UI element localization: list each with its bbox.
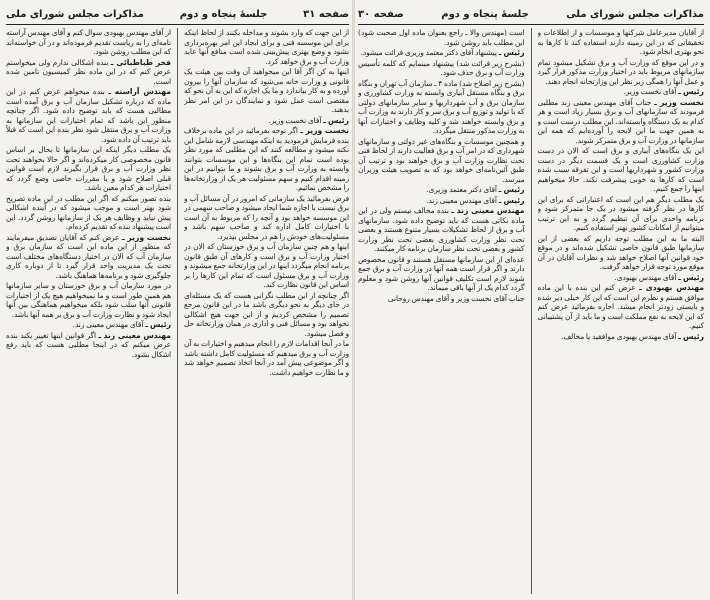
speaker-name: فخر طباطبائی ـ: [110, 57, 171, 67]
paragraph-text: عده‌ای از این سازمانها مستقل هستند و قانون مخصوص دارند و اگر قرار است همه آنها در وزارت آب و برق جمع شوند لازم است تکلیف قوانین آنها روشن شود و معلوم گردد کدام یک از آنها باقی میماند.: [358, 254, 525, 292]
paragraph-text: و در این موقع که وزارت آب و برق تشکیل میشود تمام سازمانهای مربوط باید در اختیار وزارت مذکور قرار گیرد و عمل آنها را همگی زیر نظر این وزارتخانه انجام دهند.: [537, 57, 704, 86]
paragraph: [6, 233, 171, 281]
paragraph: [538, 146, 705, 194]
page-columns: [6, 28, 349, 594]
paragraph: [184, 242, 349, 290]
paragraph-text: اینها به کن اگر آقا این میخواهید آن وقت بین هیئت یک قانونی و وزارت خانه می‌شود که سازمان آنها را بیرون آورده و به کار بیاندازد و ما یک اجازه که این به آن نحو که مقتضی است عمل شود و نمایندگان در این امر نظر بدهند.: [184, 67, 349, 114]
paragraph-text: و همچنین موسسات و بنگاه‌های غیر دولتی و سازمانهای شهرداری که در امر آب و برق فعالیت دارند از لحاظ فنی تحت نظارت وزارت آب و برق خواهند بود و ترتیب آن طبق آئین‌نامه‌ای خواهد بود که به تصویب هیئت وزیران میرسد.: [358, 136, 525, 184]
speaker-name: رئیس ـ: [678, 331, 704, 341]
column-divider: [531, 28, 532, 594]
right-page: [358, 4, 704, 596]
paragraph-text: اگر توجه بفرمائید در این ماده برخلاف بنده فرمایش فرمودید به اینکه مهندسی لازمه شامل این نکته میشود و مطالعه کنند که این مطلبی که مورد نظر بوده است تمام این بنگاه‌ها و این موسسات بتوانند وابسته به وزارت آب و برق بشوند و ما بتوانیم در این زمینه اقدام کنیم و سهم مسئولیت هر یک از وزارتخانه‌ها را مشخص نمائیم.: [184, 126, 349, 192]
paragraph: [358, 28, 525, 47]
paragraph: [358, 255, 525, 293]
paragraph-text: از آقای مهندس بهبودی سوال کنم و آقای مهندس آراسته نامه‌ای را به ریاست تقدیم فرموده‌اند و در آن خواسته‌اند که این مطلب روشن شود.: [6, 28, 171, 56]
paragraph: [538, 195, 705, 233]
paragraph-text: ما در آنجا اقدامات لازم را انجام میدهیم و اختیارات به آن وزارت آب و برق میدهیم که مسئولیت کامل داشته باشد و اگر موضوعی پیش آمد در آنجا اتخاذ تصمیم خواهد شد و ما نظارت خواهیم داشت.: [184, 339, 349, 377]
paragraph: [184, 28, 349, 66]
paragraph: [184, 194, 349, 242]
paragraph-text: آقای دکتر معتمد وزیری.: [426, 185, 497, 194]
column-divider: [177, 28, 178, 594]
paragraph-text: آقای مهندس بهبودی.: [614, 272, 677, 282]
paragraph: [538, 87, 705, 97]
paragraph-text: البته ما به این مطلب توجه داریم که بعضی از این سازمانها طبق قانون خاصی تشکیل شده‌اند و در موقع خود قوانین آنها اصلاح خواهد شد و نظرات آقایان در آن موقع مورد توجه قرار خواهد گرفت.: [537, 233, 704, 271]
left-page: [6, 4, 349, 596]
paragraph: [358, 137, 525, 185]
page-columns: [358, 28, 704, 594]
paragraph: [6, 320, 171, 330]
publication-title: مذاکرات مجلس شورای ملی: [566, 8, 704, 20]
text-column: [358, 28, 525, 594]
speaker-name: نخست وزیر ـ: [654, 97, 704, 107]
paragraph: [538, 234, 705, 272]
page-gutter: [352, 0, 355, 600]
speaker-name: مهندس معینی زند ـ: [98, 330, 171, 340]
paragraph: [184, 67, 349, 115]
speaker-name: رئیس ـ: [323, 115, 349, 125]
speaker-name: مهندس معینی زند ـ: [451, 206, 525, 215]
paragraph: [6, 194, 171, 232]
paragraph: [538, 273, 705, 283]
paragraph: [184, 291, 349, 339]
paragraph-text: از آقایان مدیرعامل شرکتها و موسسات و از اطلاعات و تحقیقاتی که در این زمینه دارند استفاده کند تا کارها به نحو بهتری انجام شود.: [537, 28, 704, 56]
page-number: صفحه ۳۰: [358, 8, 404, 20]
paragraph-text: بنده تصور میکنم که اگر این مطلب در این ماده تصریح شود بهتر است و موجب میشود که در آینده اشکالی پیش نیاید و وظایف هر یک از سازمانها روشن گردد. این است پیشنهاد بنده که تقدیم کرده‌ام.: [6, 193, 171, 231]
speaker-name: رئیس ـ: [678, 272, 704, 282]
paragraph: [538, 283, 705, 331]
paragraph-text: آقای مهندس معینی زند.: [426, 195, 497, 205]
speaker-name: رئیس ـ: [498, 195, 525, 205]
paragraph-text: جناب آقای مهندس معینی زند مطلبی فرمودند که سازمانهای آب و برق بسیار زیاد است و هر کدام به یک دستگاه وابسته‌اند. این مطلب درست است و به همین جهت ما این لایحه را آورده‌ایم که همه این سازمانها در وزارت آب و برق متمرکز شوند.: [537, 97, 704, 145]
paragraph: [538, 58, 705, 87]
text-column: [6, 28, 171, 594]
paragraph: [538, 28, 705, 57]
paragraph-text: از این جهت که وارد بشوند و مداخله بکنند از لحاظ اینکه برای این موسسه فنی و برای ایجاد این امر بهره‌برداری بشود و وضع بهتری پیش‌بینی شده است منافع آنها عاید وزارت آب و برق خواهد کرد.: [184, 28, 349, 66]
paragraph-text: آقای نخست وزیر.: [623, 87, 677, 96]
speaker-name: نخست وزیر ـ: [121, 232, 171, 242]
paragraph-text: این یک بنگاه‌های آبیاری و برق است که الان در دست وزارت کشاورزی است و یک قسمت دیگر در دست وزارت کشور و شهرداریها است و این تفرقه سبب شده است که کارها به خوبی پیشرفت نکند. حالا میخواهیم اینها را جمع کنیم.: [537, 146, 704, 193]
paragraph-text: بنده مخالف نیستم ولی در این ماده نکاتی هست که باید توضیح داده شود. سازمانهای آب و برق از لحاظ تشکیلات بسیار متنوع هستند و بعضی تحت نظر وزارت کشاورزی بعضی تحت نظر وزارت کشور و بعضی تحت نظر سازمان برنامه کار میکنند.: [358, 206, 525, 253]
paragraph-text: آقای مهندس بهبودی موافقید یا مخالف.: [561, 331, 677, 341]
paragraph: [538, 98, 705, 146]
paragraph-text: عرض کنم که آقایان تصدیق میفرمایند که منظور از این ماده این است که سازمان برق و سازمان آب که الان در اختیار دستگاه‌های مختلف است تحت یک مدیریت واحد قرار گیرد تا از دوباره کاری جلوگیری شود و برنامه‌ها هماهنگ باشد.: [6, 232, 171, 280]
paragraph: [538, 332, 705, 342]
paragraph: [6, 87, 171, 144]
paragraph: [6, 145, 171, 193]
paragraph-text: جناب آقای نخست وزیر و آقای مهندس روحانی: [387, 293, 525, 303]
session-title: جلسهٔ پنجاه و دوم: [441, 8, 529, 20]
paragraph-text: آقای مهندس معینی زند.: [72, 320, 144, 329]
paragraph: [358, 196, 525, 206]
paragraph-text: اینها و هم چنین سازمان آب و برق خوزستان که الان در اختیار وزارت آب و برق است و کارهای آن طبق قانون برنامه انجام میگردد اینها در این وزارتخانه جمع میشوند و وزارت آب و برق مسئول است که تمام این کارها را بر اساس این قانون نظارت کند.: [184, 242, 349, 289]
paragraph: [184, 339, 349, 377]
paragraph-text: است (مهندس والا ـ راجع بعنوان ماده اول صحبت شود) این مطلب باید روشن شود.: [358, 28, 525, 47]
paragraph-text: آقای نخست وزیر.: [268, 115, 322, 125]
paragraph-text: بنده میخواهم عرض کنم در این ماده که درباره تشکیل سازمان آب و برق آمده است مطالبی هست که باید توضیح داده شود. اگر چنانچه منظور این باشد که تمام اختیارات این سازمانها به وزارت آب و برق منتقل شود نظر بنده این است که قبلاً باید ترتیب آن داده شود.: [6, 87, 171, 144]
paragraph-text: عرض کنم این بنده با این ماده موافق هستم و نظرم این است که این کار خیلی دیر شده و بایستی زودتر انجام میشد. اجازه بفرمائید عرض کنم که این لایحه به نفع مملکت است و ما باید از آن پشتیبانی کنیم.: [537, 283, 704, 330]
paragraph-text: بنده اشکالی ندارم ولی میخواستم عرض کنم که در این ماده نظر کمیسیون تامین شده است.: [6, 57, 171, 86]
paragraph: [358, 185, 525, 195]
paragraph-text: اگر قوانین اینها تغییر بکند بنده عرض میکنم که در اینجا مطلبی هست که باید رفع اشکال بشود.: [6, 330, 171, 359]
paragraph: [358, 59, 525, 78]
text-column: [184, 28, 349, 594]
paragraph-text: فرض بفرمائید یک سازمانی که امروز در آن مسائل آب و برق نیست با اجازه شما ایجاد میشود و صاحب سهمی در این موسسه خواهد بود و آنچه را که مربوط به آن است با اختیارات کامل اداره کند و صاحب سهم باشد و مسئولیت‌های خودش را هم در مجلس بپذیرد.: [184, 193, 349, 241]
paragraph-text: (بشرح زیر اصلاح شد) ماده ۴ ـ سازمان آب تهران و بنگاه برق و بنگاه مستقل آبیاری وابسته به وزارت کشاورزی و سازمان برق و آب شهرداریها و سایر سازمانهای دولتی که با تولید و توزیع آب و برق سر و کار دارند به وزارت آب و برق وابسته خواهند شد و کلیه وظایف و اختیارات آنها به وزارت مذکور منتقل میگردد.: [358, 78, 525, 135]
paragraph: [358, 79, 525, 136]
paragraph: [358, 206, 525, 254]
paragraph-text: در مورد سازمان آب و برق خوزستان و سایر سازمانها هم همین طور است و ما نمیخواهیم هیچ یک از اختیارات قانونی آنها سلب شود بلکه میخواهیم هماهنگی بین آنها ایجاد شود و نظارت وزارت آب و برق بر همه آنها باشد.: [6, 281, 171, 319]
paragraph: [6, 281, 171, 319]
page-header: [358, 4, 704, 25]
speaker-name: مهندس بهبودی ـ: [639, 283, 704, 292]
paragraph-text: (بشرح زیر قرائت شد) پیشنهاد مینمایم که کلمه تأسیس وزارت آب و برق حذف شود.: [358, 58, 525, 77]
page-number: صفحه ۳۱: [303, 8, 349, 20]
paragraph: [6, 331, 171, 360]
paragraph-text: اگر چنانچه از این مطلب نگرانی هست که یک مسئله‌ای در جای دیگر به نحو دیگری باشد ما در این قانون مرجع تصمیم را مشخص کردیم و از این جهت هیچ اشکالی نخواهد بود و مسائل فنی و اداری در همان وزارتخانه حل و فصل میشود.: [184, 290, 349, 338]
session-title: جلسهٔ پنجاه و دوم: [179, 8, 268, 20]
paragraph: [6, 28, 171, 57]
speaker-name: رئیس ـ: [498, 185, 525, 194]
speaker-name: رئیس ـ: [678, 87, 704, 96]
paragraph-text: یک مطلب دیگر اینکه این سازمانها تا بحال بر اساس قانون مخصوصی کار میکرده‌اند و اگر حالا بخواهند تحت نظر وزارت آب و برق قرار بگیرند لازم است قوانین قبلی اصلاح شود و یا مقررات خاصی وضع گردد که اختیارات هر کدام معین باشد.: [6, 145, 171, 192]
publication-title: مذاکرات مجلس شورای ملی: [6, 8, 144, 20]
speaker-name: رئیس ـ: [498, 48, 525, 57]
paragraph: [184, 126, 349, 193]
page-header: [6, 4, 349, 25]
paragraph-text: پیشنهاد آقای دکتر معتمد وزیری قرائت میشود.: [360, 48, 497, 57]
paragraph-text: یک مطلب دیگر هم این است که اعتباراتی که برای این کارها در نظر گرفته میشود در یک جا متمرکز شود و برنامه واحدی برای آن تنظیم گردد و به این ترتیب میتوانیم از امکانات کشور بهتر استفاده کنیم.: [537, 194, 704, 232]
text-column: [538, 28, 705, 594]
speaker-name: مهندس آراسته ـ: [108, 87, 171, 96]
paragraph: [358, 294, 525, 304]
paragraph: [6, 58, 171, 87]
paragraph: [184, 116, 349, 126]
paragraph: [358, 48, 525, 58]
speaker-name: رئیس ـ: [145, 320, 171, 329]
speaker-name: نخست وزیر ـ: [300, 126, 349, 135]
